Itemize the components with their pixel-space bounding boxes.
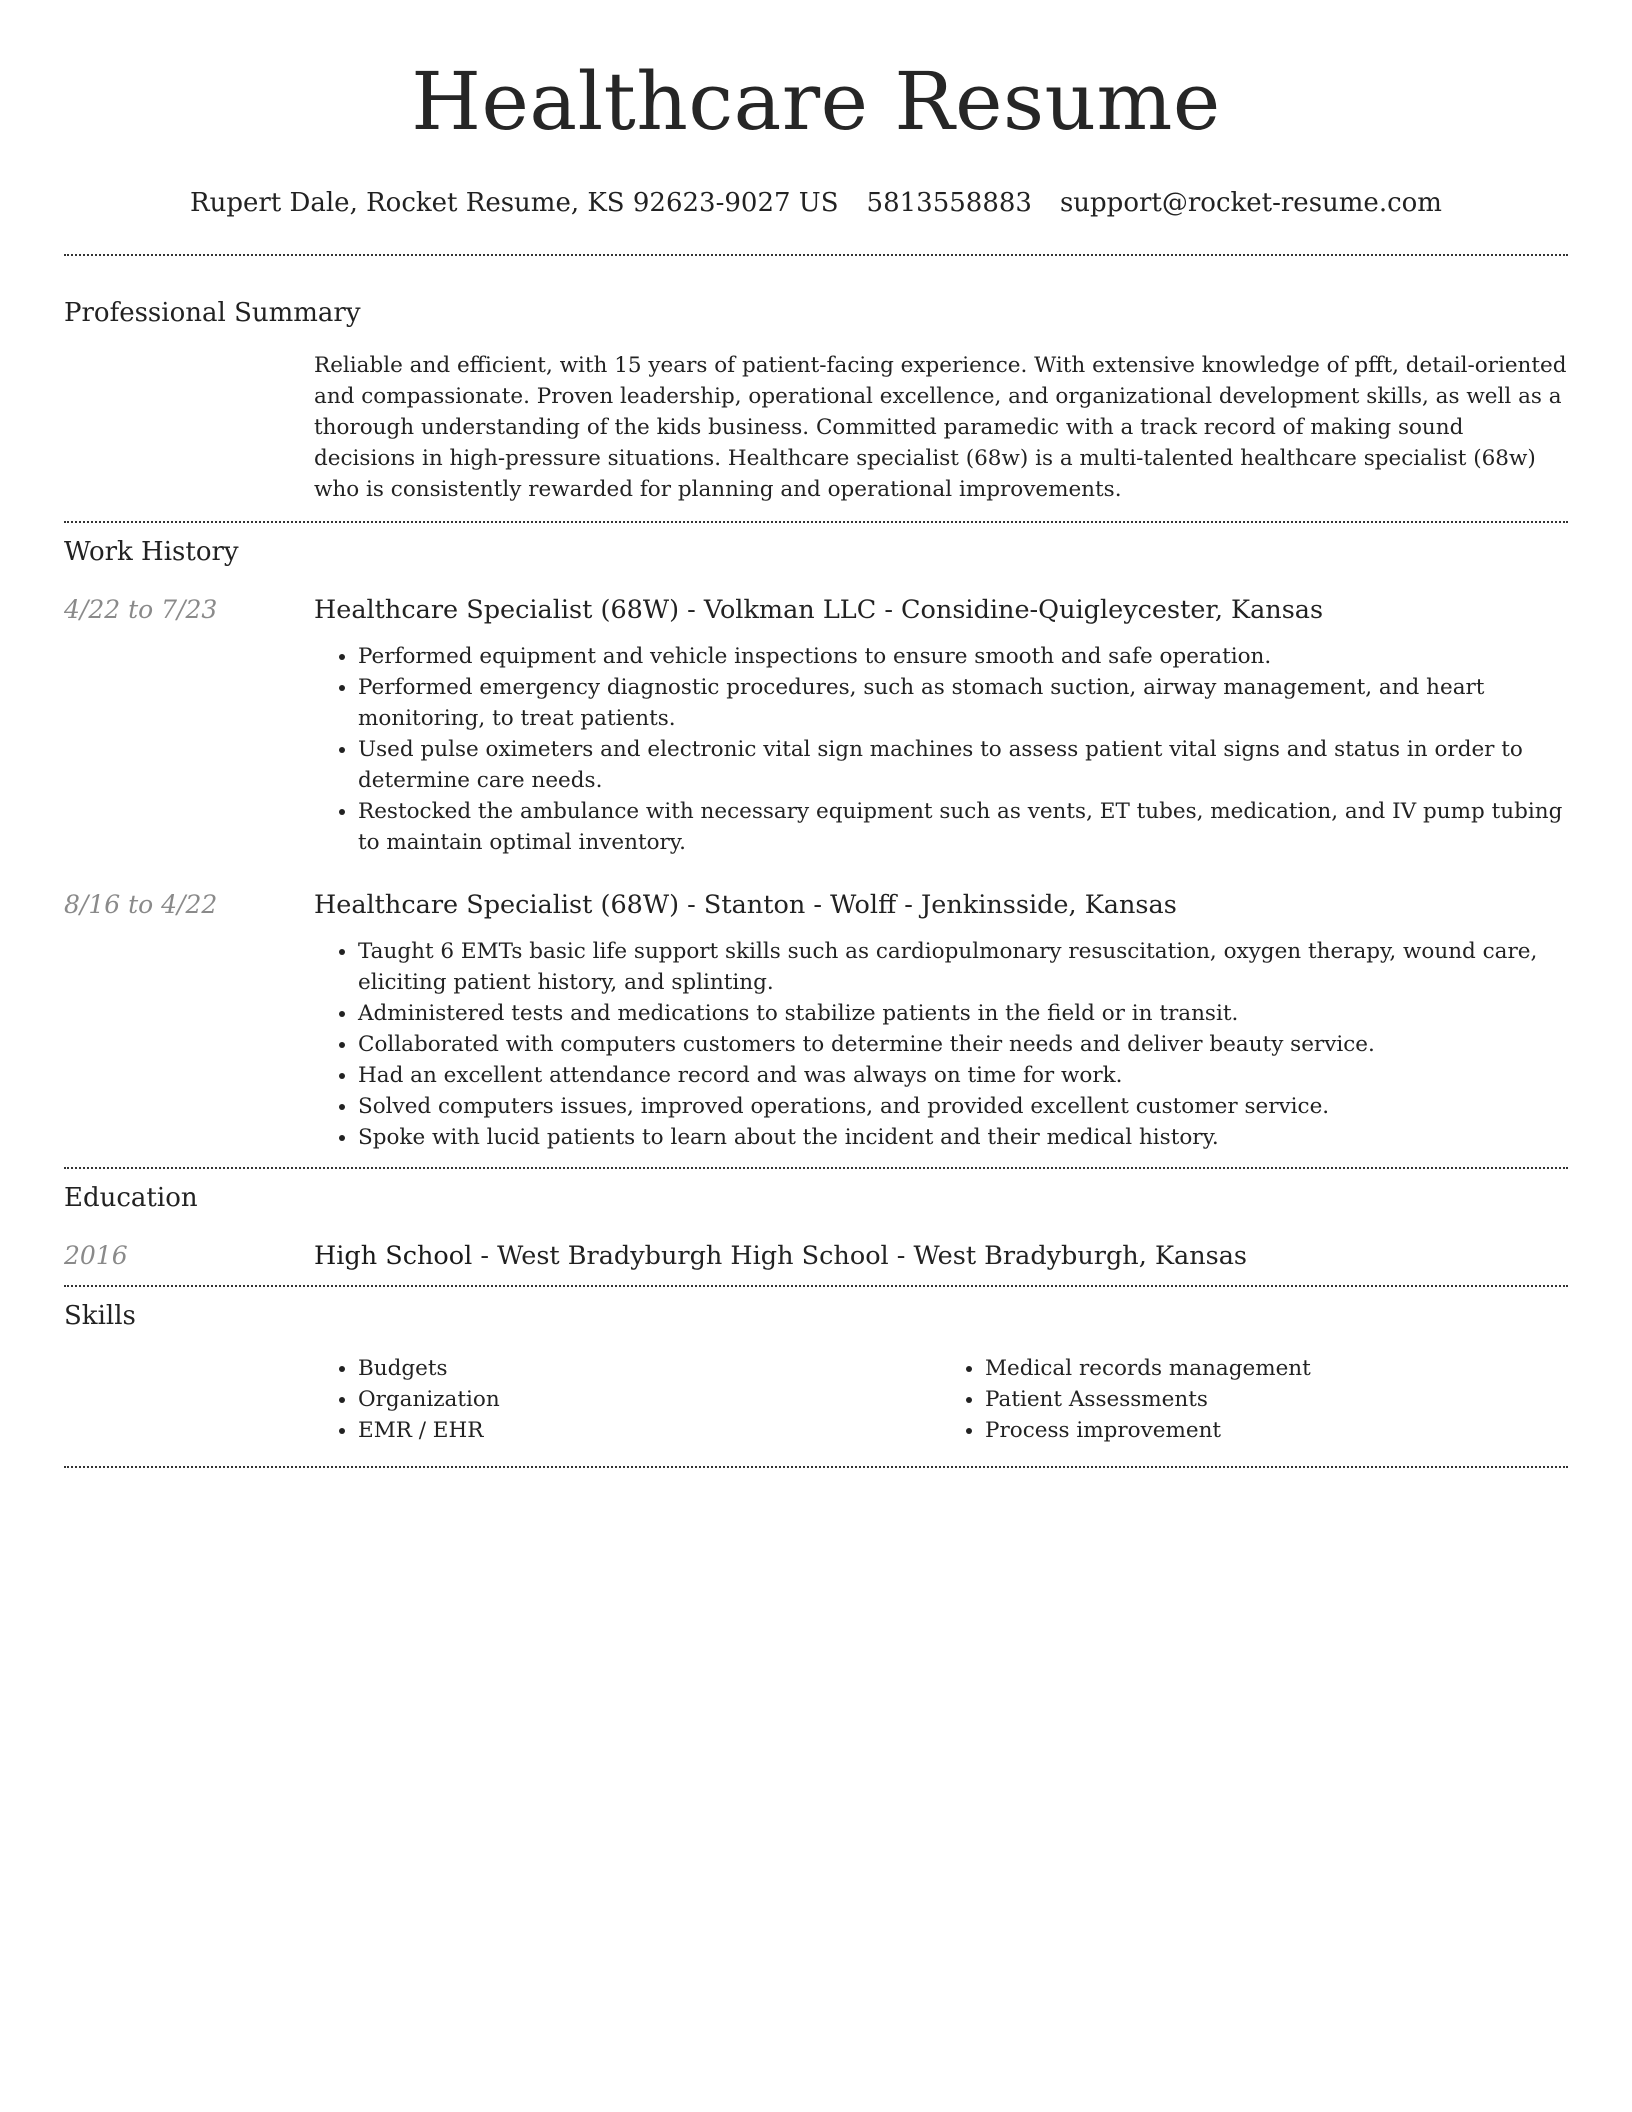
education-school: - West Bradyburgh High School - West Bradyburgh, Kansas xyxy=(472,1241,1247,1271)
job-bullet: • Used pulse oximeters and electronic vital sign machines to assess patient vital signs and status in order to determine care needs. xyxy=(358,734,1568,796)
job-details xyxy=(314,593,1568,858)
skill-item: • Medical records management xyxy=(985,1353,1568,1384)
contact-email: support@rocket-resume.com xyxy=(1059,188,1442,218)
education-degree: High School xyxy=(314,1241,473,1271)
summary-heading: Professional Summary xyxy=(64,298,361,328)
job-details xyxy=(314,888,1568,1153)
education-heading: Education xyxy=(64,1183,198,1213)
job-bullet: • Had an excellent attendance record and was always on time for work. xyxy=(358,1060,1568,1091)
contact-address: Rupert Dale, Rocket Resume, KS 92623-9027 US xyxy=(190,188,839,218)
skills-grid xyxy=(314,1353,1568,1446)
job-bullet: • Performed emergency diagnostic procedures, such as stomach suction, airway management, and heart monitoring, to treat patients. xyxy=(358,672,1568,734)
skill-item: • EMR / EHR xyxy=(358,1415,941,1446)
summary-section xyxy=(64,296,1568,505)
job-dates: 8/16 to 4/22 xyxy=(64,890,218,919)
job-bullet: • Restocked the ambulance with necessary equipment such as vents, ET tubes, medication, and IV pump tubing to maintain optimal inventory. xyxy=(358,796,1568,858)
work-section xyxy=(64,535,1568,1153)
job-title: Healthcare Specialist (68W) - Stanton - Wolff - Jenkinsside, Kansas xyxy=(314,890,1177,920)
skill-item: • Budgets xyxy=(358,1353,941,1384)
education-section xyxy=(64,1181,1568,1273)
skills-spacer xyxy=(64,1353,314,1446)
job-bullet: • Collaborated with computers customers to determine their needs and deliver beauty service. xyxy=(358,1029,1568,1060)
divider xyxy=(64,1285,1568,1287)
skill-item: • Process improvement xyxy=(985,1415,1568,1446)
job-entry xyxy=(64,593,1568,858)
work-heading: Work History xyxy=(64,537,239,567)
job-bullet: • Taught 6 EMTs basic life support skills such as cardiopulmonary resuscitation, oxygen therapy, wound care, eliciting patient history, and splinting. xyxy=(358,936,1568,998)
summary-text: Reliable and efficient, with 15 years of patient-facing experience. With extensive knowledge of pfft, detail-oriented and compassionate. Proven leadership, operational excellence, and organizational development skills, as well as a thorough understanding of the kids business. Committed paramedic with a track record of making sound decisions in high-pressure situations. Healthcare specialist (68w) is a multi-talented healthcare specialist (68w) who is consistently rewarded for planning and operational improvements. xyxy=(314,353,1567,502)
job-entry xyxy=(64,888,1568,1153)
job-bullet: • Solved computers issues, improved operations, and provided excellent customer service. xyxy=(358,1091,1568,1122)
divider xyxy=(64,1466,1568,1468)
divider xyxy=(64,521,1568,523)
job-list xyxy=(64,593,1568,1153)
skill-item: • Organization xyxy=(358,1384,941,1415)
skills-list-right xyxy=(941,1353,1568,1446)
job-title: Healthcare Specialist (68W) - Volkman LLC - Considine-Quigleycester, Kansas xyxy=(314,595,1324,625)
divider xyxy=(64,254,1568,256)
education-year: 2016 xyxy=(64,1241,128,1270)
education-entry xyxy=(314,1239,1247,1273)
skills-list-left xyxy=(314,1353,941,1446)
contact-phone: 5813558883 xyxy=(866,188,1032,218)
job-dates: 4/22 to 7/23 xyxy=(64,595,218,624)
job-bullet: • Administered tests and medications to stabilize patients in the field or in transit. xyxy=(358,998,1568,1029)
contact-info xyxy=(64,186,1568,220)
job-bullet: • Spoke with lucid patients to learn about the incident and their medical history. xyxy=(358,1122,1568,1153)
resume-title: Healthcare Resume xyxy=(411,55,1221,148)
divider xyxy=(64,1167,1568,1169)
job-bullets xyxy=(314,641,1568,858)
job-bullet: • Performed equipment and vehicle inspections to ensure smooth and safe operation. xyxy=(358,641,1568,672)
skills-heading: Skills xyxy=(64,1301,136,1331)
job-bullets xyxy=(314,936,1568,1153)
summary-spacer xyxy=(64,350,314,505)
skill-item: • Patient Assessments xyxy=(985,1384,1568,1415)
skills-section xyxy=(64,1299,1568,1446)
